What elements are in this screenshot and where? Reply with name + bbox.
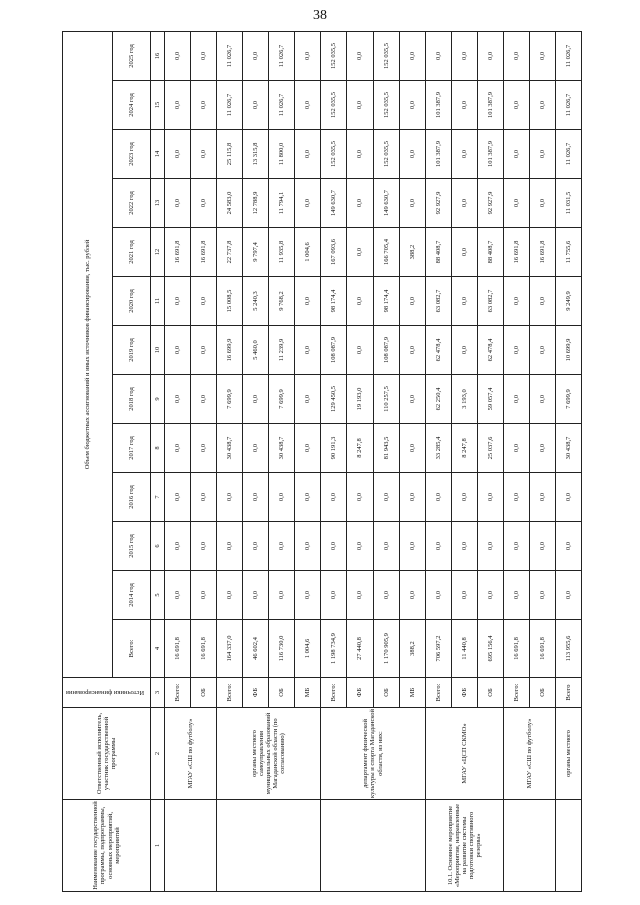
column-number: 2 <box>151 708 165 800</box>
year-value-cell: 0,0 <box>347 31 373 80</box>
executor-cell: органы местного самоуправления муниципальных образований Магаданской области (по согласованию) <box>217 708 321 800</box>
year-value-cell: 11 031,5 <box>555 179 581 228</box>
year-value-cell: 7 699,9 <box>217 375 243 424</box>
table-row <box>425 31 451 891</box>
year-value-cell: 101 387,9 <box>425 81 451 130</box>
year-value-cell: 108 087,9 <box>373 326 399 375</box>
year-value-cell: 0,0 <box>529 130 555 179</box>
year-value-cell: 3 193,0 <box>451 375 477 424</box>
year-value-cell: 108 087,9 <box>321 326 347 375</box>
year-value-cell: 63 082,7 <box>477 277 503 326</box>
year-value-cell: 129 450,5 <box>321 375 347 424</box>
year-value-cell: 16 699,9 <box>217 326 243 375</box>
year-value-cell: 152 035,5 <box>321 130 347 179</box>
year-value-cell: 0,0 <box>243 375 269 424</box>
year-value-cell: 0,0 <box>191 424 217 473</box>
total-value-cell: 1 170 905,9 <box>373 620 399 678</box>
year-value-cell: 0,0 <box>191 522 217 571</box>
year-value-cell: 0,0 <box>529 571 555 620</box>
year-value-cell: 149 630,7 <box>373 179 399 228</box>
year-value-cell: 92 927,9 <box>425 179 451 228</box>
program-name-cell <box>503 800 555 892</box>
year-value-cell: 0,0 <box>399 130 425 179</box>
year-value-cell: 0,0 <box>451 522 477 571</box>
funding-source-cell: ОБ <box>191 678 217 708</box>
year-value-cell: 8 247,8 <box>451 424 477 473</box>
year-value-cell: 0,0 <box>191 130 217 179</box>
total-value-cell: 16 691,8 <box>503 620 529 678</box>
table-header <box>63 31 165 891</box>
year-value-cell: 0,0 <box>555 473 581 522</box>
year-value-cell: 0,0 <box>399 326 425 375</box>
year-value-cell: 0,0 <box>347 81 373 130</box>
column-number: 16 <box>151 31 165 80</box>
column-number: 15 <box>151 81 165 130</box>
year-value-cell: 0,0 <box>451 277 477 326</box>
year-value-cell: 110 257,5 <box>373 375 399 424</box>
year-value-cell: 0,0 <box>451 179 477 228</box>
year-value-cell: 33 285,4 <box>425 424 451 473</box>
year-value-cell: 81 943,5 <box>373 424 399 473</box>
year-value-cell: 11 026,7 <box>217 31 243 80</box>
year-value-cell: 0,0 <box>295 277 321 326</box>
year-value-cell: 11 026,7 <box>269 81 295 130</box>
funding-source-cell: ОБ <box>477 678 503 708</box>
year-value-cell: 16 691,8 <box>165 228 191 277</box>
total-value-cell: 16 691,8 <box>165 620 191 678</box>
year-value-cell: 0,0 <box>503 473 529 522</box>
year-value-cell: 0,0 <box>295 375 321 424</box>
year-value-cell: 15 008,5 <box>217 277 243 326</box>
year-value-cell: 10 699,9 <box>555 326 581 375</box>
year-value-cell: 0,0 <box>503 81 529 130</box>
total-value-cell: 46 602,4 <box>243 620 269 678</box>
executor-cell: органы местного <box>555 708 581 800</box>
year-value-cell: 0,0 <box>191 81 217 130</box>
year-value-cell: 0,0 <box>399 277 425 326</box>
header-year: 2018 год <box>113 375 151 424</box>
program-name-cell <box>555 800 581 892</box>
year-value-cell: 5 240,3 <box>243 277 269 326</box>
year-value-cell: 0,0 <box>399 31 425 80</box>
year-value-cell: 0,0 <box>399 571 425 620</box>
year-value-cell: 11 026,7 <box>555 81 581 130</box>
year-value-cell: 88 408,7 <box>425 228 451 277</box>
year-value-cell: 7 699,9 <box>269 375 295 424</box>
column-number: 8 <box>151 424 165 473</box>
year-value-cell: 0,0 <box>477 571 503 620</box>
funding-source-cell: Всего: <box>217 678 243 708</box>
year-value-cell: 0,0 <box>425 473 451 522</box>
total-value-cell: 1 198 734,9 <box>321 620 347 678</box>
header-year: 2016 год <box>113 473 151 522</box>
year-value-cell: 5 460,0 <box>243 326 269 375</box>
year-value-cell: 11 755,6 <box>555 228 581 277</box>
year-value-cell: 13 315,8 <box>243 130 269 179</box>
page-number: 38 <box>313 8 327 23</box>
year-value-cell: 152 035,5 <box>321 31 347 80</box>
funding-source-cell: ФБ <box>243 678 269 708</box>
year-value-cell: 167 093,6 <box>321 228 347 277</box>
year-value-cell: 0,0 <box>295 473 321 522</box>
header-year: 2023 год <box>113 130 151 179</box>
header-executor: Ответственный исполнитель, участник государственной программы <box>63 708 151 800</box>
year-value-cell: 9 768,2 <box>269 277 295 326</box>
year-value-cell: 0,0 <box>503 424 529 473</box>
year-value-cell: 152 035,5 <box>373 81 399 130</box>
total-value-cell: 164 337,0 <box>217 620 243 678</box>
year-value-cell: 0,0 <box>191 326 217 375</box>
table-row <box>165 31 191 891</box>
column-number: 9 <box>151 375 165 424</box>
year-value-cell: 0,0 <box>191 179 217 228</box>
year-value-cell: 22 737,8 <box>217 228 243 277</box>
year-value-cell: 11 026,7 <box>269 31 295 80</box>
year-value-cell: 388,2 <box>399 228 425 277</box>
year-value-cell: 0,0 <box>217 571 243 620</box>
year-value-cell: 0,0 <box>295 81 321 130</box>
year-value-cell: 11 026,7 <box>555 31 581 80</box>
year-value-cell: 0,0 <box>399 522 425 571</box>
year-value-cell: 149 630,7 <box>321 179 347 228</box>
table-row <box>217 31 243 891</box>
year-value-cell: 0,0 <box>503 130 529 179</box>
table-body <box>165 31 582 891</box>
year-value-cell: 0,0 <box>269 522 295 571</box>
year-value-cell: 0,0 <box>373 473 399 522</box>
column-number: 7 <box>151 473 165 522</box>
year-value-cell: 0,0 <box>347 571 373 620</box>
year-value-cell: 62 250,4 <box>425 375 451 424</box>
column-number: 4 <box>151 620 165 678</box>
year-value-cell: 9 797,4 <box>243 228 269 277</box>
year-value-cell: 101 387,9 <box>477 81 503 130</box>
year-value-cell: 0,0 <box>503 179 529 228</box>
column-number: 14 <box>151 130 165 179</box>
column-number: 1 <box>151 800 165 892</box>
total-value-cell: 1 004,6 <box>295 620 321 678</box>
year-value-cell: 0,0 <box>165 277 191 326</box>
year-value-cell: 152 035,5 <box>321 81 347 130</box>
column-number: 12 <box>151 228 165 277</box>
column-number: 5 <box>151 571 165 620</box>
funding-source-cell: Всего: <box>321 678 347 708</box>
header-source-text: Источники финансирования <box>66 689 145 697</box>
year-value-cell: 0,0 <box>347 473 373 522</box>
executor-cell: МГАУ «СШ по футболу» <box>165 708 217 800</box>
total-value-cell: 27 440,8 <box>347 620 373 678</box>
year-value-cell: 0,0 <box>451 31 477 80</box>
year-value-cell: 0,0 <box>529 375 555 424</box>
header-name: Наименование государственной программы, подпрограммы, основных мероприятий, мероприятий <box>63 800 151 892</box>
funding-source-cell: ФБ <box>451 678 477 708</box>
year-value-cell: 0,0 <box>347 228 373 277</box>
year-value-cell: 0,0 <box>347 277 373 326</box>
header-year: 2021 год <box>113 228 151 277</box>
year-value-cell: 98 174,4 <box>321 277 347 326</box>
year-value-cell: 0,0 <box>191 277 217 326</box>
header-total: Всего: <box>113 620 151 678</box>
year-value-cell: 0,0 <box>373 522 399 571</box>
year-value-cell: 0,0 <box>529 179 555 228</box>
year-value-cell: 30 438,7 <box>269 424 295 473</box>
year-value-cell: 0,0 <box>269 571 295 620</box>
year-value-cell: 0,0 <box>477 473 503 522</box>
column-number: 3 <box>151 678 165 708</box>
header-source <box>63 678 151 708</box>
year-value-cell: 0,0 <box>451 81 477 130</box>
year-value-cell: 0,0 <box>503 326 529 375</box>
year-value-cell: 0,0 <box>529 31 555 80</box>
year-value-cell: 92 927,9 <box>477 179 503 228</box>
funding-source-cell: ОБ <box>529 678 555 708</box>
funding-source-cell: МБ <box>399 678 425 708</box>
year-value-cell: 30 438,7 <box>217 424 243 473</box>
year-value-cell: 0,0 <box>399 424 425 473</box>
header-year: 2024 год <box>113 81 151 130</box>
year-value-cell: 0,0 <box>347 179 373 228</box>
header-year: 2014 год <box>113 571 151 620</box>
year-value-cell: 0,0 <box>295 130 321 179</box>
year-value-cell: 0,0 <box>529 522 555 571</box>
year-value-cell: 0,0 <box>555 571 581 620</box>
total-value-cell: 16 691,8 <box>191 620 217 678</box>
funding-source-cell: Всего: <box>165 678 191 708</box>
year-value-cell: 11 026,7 <box>217 81 243 130</box>
year-value-cell: 1 004,6 <box>295 228 321 277</box>
year-value-cell: 0,0 <box>451 326 477 375</box>
year-value-cell: 11 026,7 <box>555 130 581 179</box>
header-year: 2025 год <box>113 31 151 80</box>
year-value-cell: 16 691,8 <box>529 228 555 277</box>
column-number: 10 <box>151 326 165 375</box>
year-value-cell: 0,0 <box>347 326 373 375</box>
year-value-cell: 0,0 <box>529 326 555 375</box>
year-value-cell: 0,0 <box>295 571 321 620</box>
year-value-cell: 0,0 <box>555 522 581 571</box>
table-row <box>555 31 581 891</box>
total-value-cell: 113 955,6 <box>555 620 581 678</box>
year-value-cell: 0,0 <box>503 277 529 326</box>
year-value-cell: 0,0 <box>529 424 555 473</box>
year-value-cell: 0,0 <box>347 130 373 179</box>
funding-source-cell: МБ <box>295 678 321 708</box>
year-value-cell: 0,0 <box>425 522 451 571</box>
year-value-cell: 0,0 <box>165 522 191 571</box>
total-value-cell: 695 156,4 <box>477 620 503 678</box>
year-value-cell: 0,0 <box>529 81 555 130</box>
column-number: 13 <box>151 179 165 228</box>
year-value-cell: 0,0 <box>165 424 191 473</box>
year-value-cell: 0,0 <box>477 522 503 571</box>
year-value-cell: 9 249,9 <box>555 277 581 326</box>
year-value-cell: 0,0 <box>321 473 347 522</box>
funding-source-cell: ОБ <box>269 678 295 708</box>
year-value-cell: 0,0 <box>425 571 451 620</box>
year-value-cell: 11 239,9 <box>269 326 295 375</box>
funding-source-cell: Всего <box>555 678 581 708</box>
total-value-cell: 116 730,0 <box>269 620 295 678</box>
budget-table-sheet <box>62 32 582 892</box>
funding-source-cell: Всего: <box>503 678 529 708</box>
year-value-cell: 0,0 <box>243 81 269 130</box>
year-value-cell: 59 057,4 <box>477 375 503 424</box>
year-value-cell: 11 794,1 <box>269 179 295 228</box>
year-value-cell: 11 800,0 <box>269 130 295 179</box>
year-value-cell: 152 035,5 <box>373 130 399 179</box>
year-value-cell: 90 191,3 <box>321 424 347 473</box>
table-row <box>321 31 347 891</box>
year-value-cell: 7 699,9 <box>555 375 581 424</box>
header-year: 2022 год <box>113 179 151 228</box>
header-year: 2019 год <box>113 326 151 375</box>
header-year: 2020 год <box>113 277 151 326</box>
header-volume: Объем бюджетных ассигнований и иных источников финансирования, тыс. рублей <box>63 31 113 677</box>
year-value-cell: 0,0 <box>399 473 425 522</box>
year-value-cell: 0,0 <box>295 326 321 375</box>
total-value-cell: 388,2 <box>399 620 425 678</box>
year-value-cell: 0,0 <box>399 81 425 130</box>
header-year: 2015 год <box>113 522 151 571</box>
program-name-cell: 10.1. Основное мероприятие «Мероприятия, направленные на развитие системы подготовки спортивного резерва» <box>425 800 503 892</box>
column-number: 11 <box>151 277 165 326</box>
year-value-cell: 0,0 <box>165 130 191 179</box>
year-value-cell: 0,0 <box>295 522 321 571</box>
year-value-cell: 0,0 <box>295 31 321 80</box>
year-value-cell: 0,0 <box>165 375 191 424</box>
year-value-cell: 166 705,4 <box>373 228 399 277</box>
year-value-cell: 62 478,4 <box>477 326 503 375</box>
year-value-cell: 0,0 <box>503 571 529 620</box>
year-value-cell: 0,0 <box>477 31 503 80</box>
year-value-cell: 0,0 <box>165 81 191 130</box>
program-name-cell <box>217 800 321 892</box>
year-value-cell: 0,0 <box>451 130 477 179</box>
year-value-cell: 0,0 <box>321 522 347 571</box>
year-value-cell: 0,0 <box>191 473 217 522</box>
year-value-cell: 0,0 <box>165 571 191 620</box>
year-value-cell: 16 691,8 <box>191 228 217 277</box>
funding-source-cell: ФБ <box>347 678 373 708</box>
year-value-cell: 0,0 <box>295 179 321 228</box>
total-value-cell: 11 440,8 <box>451 620 477 678</box>
year-value-cell: 0,0 <box>503 31 529 80</box>
year-value-cell: 0,0 <box>191 375 217 424</box>
year-value-cell: 0,0 <box>243 424 269 473</box>
year-value-cell: 24 583,0 <box>217 179 243 228</box>
year-value-cell: 101 387,9 <box>425 130 451 179</box>
year-value-cell: 0,0 <box>399 375 425 424</box>
budget-table <box>62 31 582 892</box>
program-name-cell <box>165 800 217 892</box>
year-value-cell: 25 115,8 <box>217 130 243 179</box>
year-value-cell: 62 478,4 <box>425 326 451 375</box>
year-value-cell: 0,0 <box>321 571 347 620</box>
year-value-cell: 88 408,7 <box>477 228 503 277</box>
year-value-cell: 0,0 <box>269 473 295 522</box>
year-value-cell: 0,0 <box>191 571 217 620</box>
total-value-cell: 16 691,8 <box>529 620 555 678</box>
year-value-cell: 25 037,6 <box>477 424 503 473</box>
funding-source-cell: ОБ <box>373 678 399 708</box>
year-value-cell: 0,0 <box>503 522 529 571</box>
year-value-cell: 0,0 <box>373 571 399 620</box>
year-value-cell: 0,0 <box>243 473 269 522</box>
year-value-cell: 0,0 <box>165 31 191 80</box>
year-value-cell: 0,0 <box>217 473 243 522</box>
executor-cell: департамент физической культуры и спорта Магаданской области, из них: <box>321 708 425 800</box>
year-value-cell: 0,0 <box>243 571 269 620</box>
year-value-cell: 0,0 <box>451 473 477 522</box>
year-value-cell: 11 935,8 <box>269 228 295 277</box>
year-value-cell: 12 788,9 <box>243 179 269 228</box>
year-value-cell: 101 387,9 <box>477 130 503 179</box>
year-value-cell: 0,0 <box>425 31 451 80</box>
executor-cell: МГАУ «ЦСП СКМО» <box>425 708 503 800</box>
year-value-cell: 0,0 <box>399 179 425 228</box>
year-value-cell: 0,0 <box>451 228 477 277</box>
year-value-cell: 0,0 <box>529 277 555 326</box>
table-row <box>503 31 529 891</box>
funding-source-cell: Всего: <box>425 678 451 708</box>
program-name-cell <box>321 800 425 892</box>
column-number-row <box>151 31 165 891</box>
total-value-cell: 706 597,2 <box>425 620 451 678</box>
year-value-cell: 8 247,8 <box>347 424 373 473</box>
year-value-cell: 0,0 <box>165 473 191 522</box>
year-value-cell: 0,0 <box>503 375 529 424</box>
year-value-cell: 0,0 <box>451 571 477 620</box>
column-number: 6 <box>151 522 165 571</box>
year-value-cell: 16 691,8 <box>503 228 529 277</box>
year-value-cell: 0,0 <box>191 31 217 80</box>
year-value-cell: 0,0 <box>165 326 191 375</box>
year-value-cell: 0,0 <box>217 522 243 571</box>
year-value-cell: 19 193,0 <box>347 375 373 424</box>
year-value-cell: 0,0 <box>347 522 373 571</box>
year-value-cell: 98 174,4 <box>373 277 399 326</box>
year-value-cell: 152 035,5 <box>373 31 399 80</box>
header-year: 2017 год <box>113 424 151 473</box>
year-value-cell: 0,0 <box>165 179 191 228</box>
year-value-cell: 0,0 <box>295 424 321 473</box>
year-value-cell: 30 438,7 <box>555 424 581 473</box>
executor-cell: МГАУ «СШ по футболу» <box>503 708 555 800</box>
year-value-cell: 0,0 <box>243 522 269 571</box>
year-value-cell: 0,0 <box>243 31 269 80</box>
year-value-cell: 0,0 <box>529 473 555 522</box>
year-value-cell: 63 082,7 <box>425 277 451 326</box>
